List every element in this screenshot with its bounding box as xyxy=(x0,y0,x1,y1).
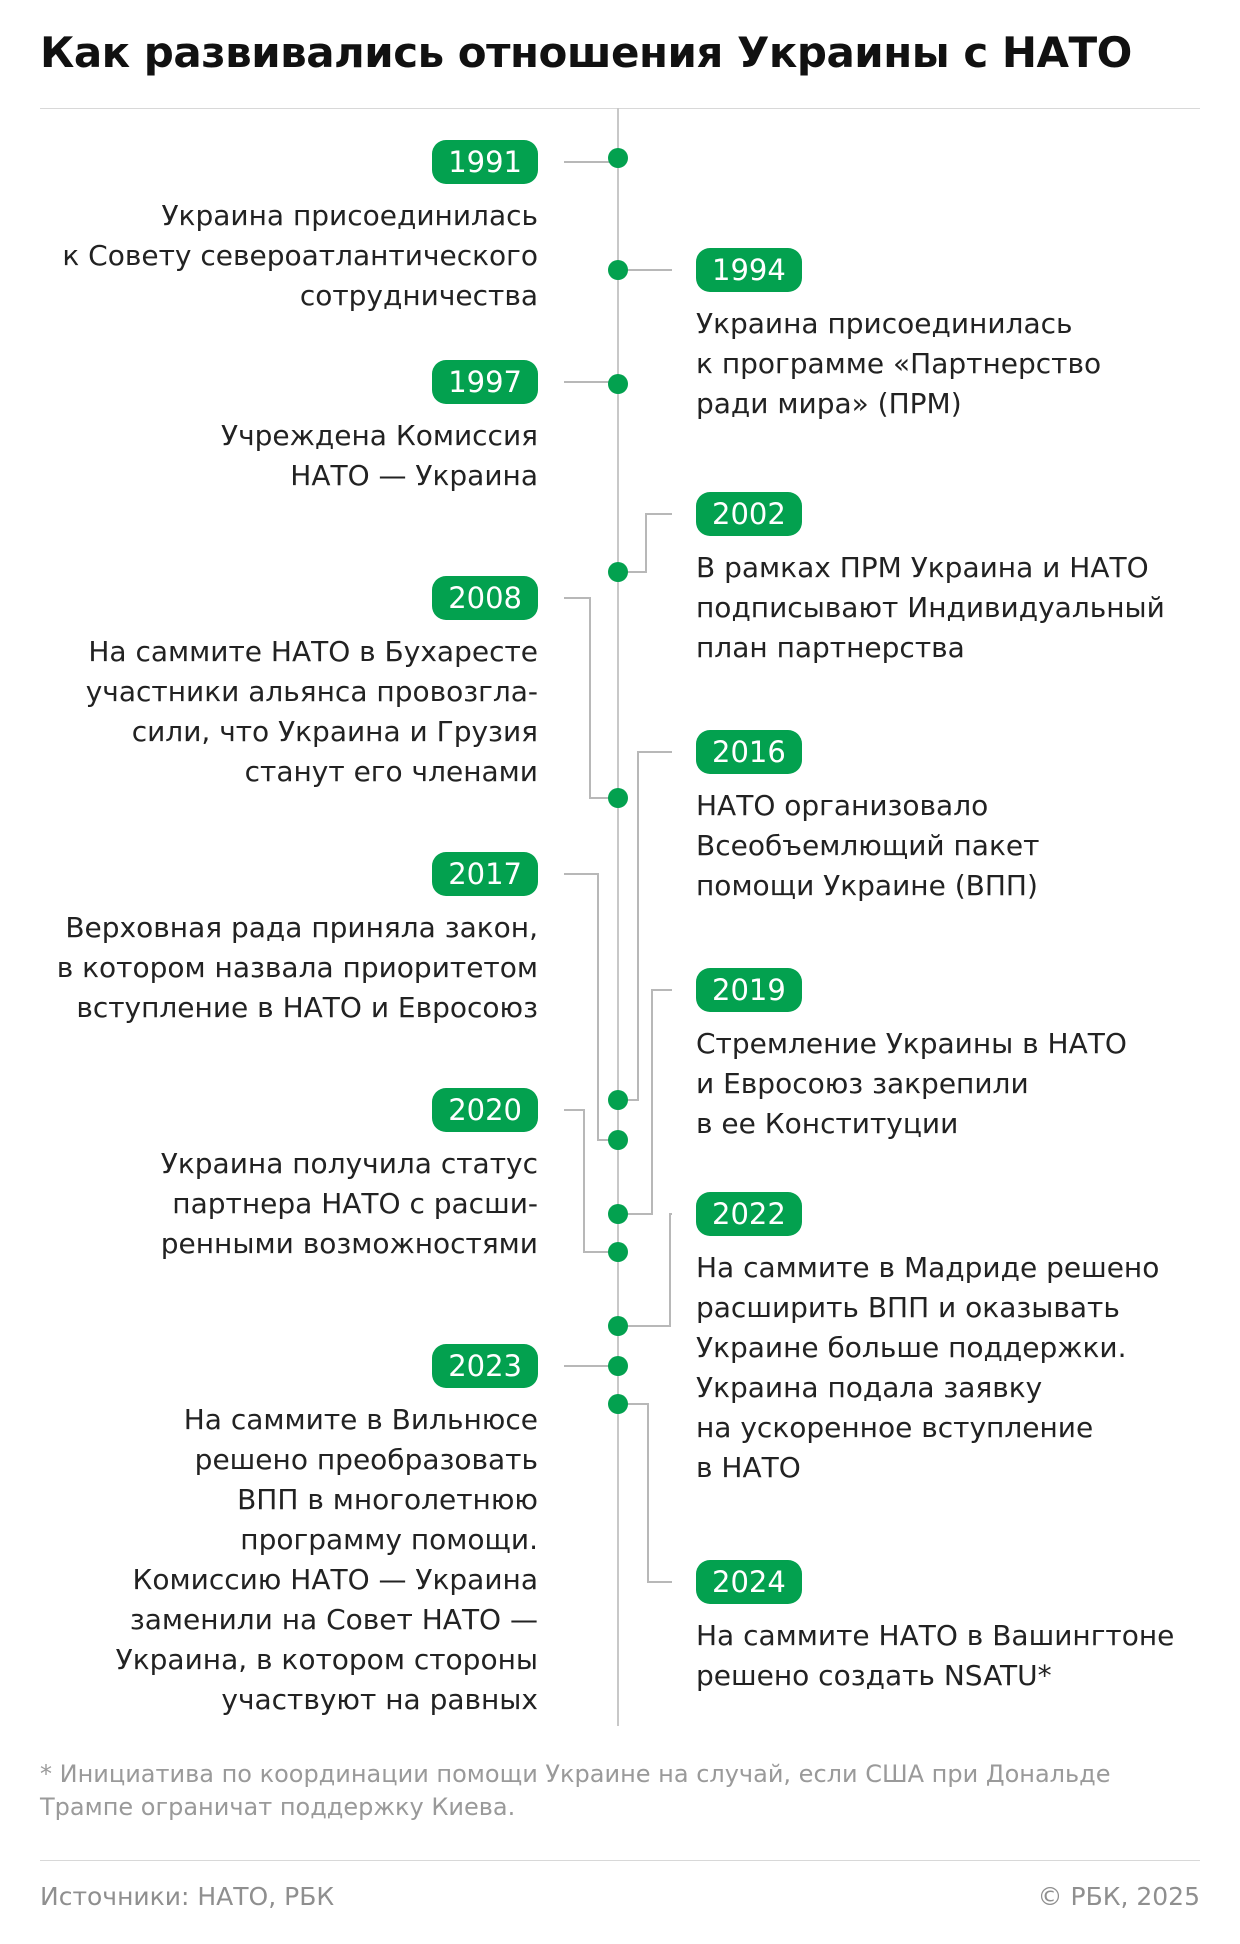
timeline-dot-2020 xyxy=(608,1242,628,1262)
event-description-1994: Украина присоединилась к программе «Партнерство ради мира» (ПРМ) xyxy=(696,307,1102,420)
footnote: * Инициатива по координации помощи Украине на случай, если США при Дональде Трампе ограничат поддержку Киева. xyxy=(40,1760,1111,1821)
footer-divider xyxy=(40,1860,1200,1861)
year-badge-2020: 2020 xyxy=(432,1088,538,1132)
event-description-2019: Стремление Украины в НАТО и Евросоюз закрепили в ее Конституции xyxy=(696,1027,1127,1140)
event-description-2020: Украина получила статус партнера НАТО с расши- ренными возможностями xyxy=(160,1147,538,1260)
timeline-dot-1997 xyxy=(608,374,628,394)
year-badge-2017: 2017 xyxy=(432,852,538,896)
timeline-dot-1994 xyxy=(608,260,628,280)
year-badge-2002: 2002 xyxy=(696,492,802,536)
timeline-dot-2002 xyxy=(608,562,628,582)
event-description-2016: НАТО организовало Всеобъемлющий пакет помощи Украине (ВПП) xyxy=(696,789,1040,902)
timeline-dot-2023 xyxy=(608,1356,628,1376)
timeline-dot-2019 xyxy=(608,1204,628,1224)
year-badge-2024: 2024 xyxy=(696,1560,802,1604)
connector-line-2022 xyxy=(618,1214,672,1326)
year-badge-1991: 1991 xyxy=(432,140,538,184)
event-description-2002: В рамках ПРМ Украина и НАТО подписывают Индивидуальный план партнерства xyxy=(696,551,1165,664)
year-badge-2008: 2008 xyxy=(432,576,538,620)
connector-line-2016 xyxy=(618,752,672,1100)
year-badge-2019: 2019 xyxy=(696,968,802,1012)
timeline-dot-1991 xyxy=(608,148,628,168)
timeline-dot-2024 xyxy=(608,1394,628,1414)
year-badge-2023: 2023 xyxy=(432,1344,538,1388)
timeline-dot-2017 xyxy=(608,1130,628,1150)
timeline-dot-2016 xyxy=(608,1090,628,1110)
event-description-2017: Верховная рада приняла закон, в котором назвала приоритетом вступление в НАТО и Евросоюз xyxy=(56,911,538,1024)
copyright-text: © РБК, 2025 xyxy=(1037,1882,1200,1911)
connector-line-2008 xyxy=(564,598,618,798)
event-description-1997: Учреждена Комиссия НАТО — Украина xyxy=(221,419,538,492)
year-badge-1997: 1997 xyxy=(432,360,538,404)
year-badge-2022: 2022 xyxy=(696,1192,802,1236)
event-description-2023: На саммите в Вильнюсе решено преобразовать ВПП в многолетнюю программу помощи. Комиссию НАТО — Украина заменили на Совет НАТО — Украина, в котором стороны участвуют на равных xyxy=(115,1403,538,1716)
timeline-dot-2008 xyxy=(608,788,628,808)
sources-text: Источники: НАТО, РБК xyxy=(40,1882,335,1911)
event-description-2024: На саммите НАТО в Вашингтоне решено создать NSATU* xyxy=(696,1619,1175,1692)
timeline-dot-2022 xyxy=(608,1316,628,1336)
event-description-2022: На саммите в Мадриде решено расширить ВПП и оказывать Украине больше поддержки. Украина подала заявку на ускоренное вступление в НАТО xyxy=(696,1251,1160,1484)
connector-line-2024 xyxy=(618,1404,672,1582)
year-badge-1994: 1994 xyxy=(696,248,802,292)
page-title: Как развивались отношения Украины с НАТО xyxy=(40,28,1132,77)
connector-line-2002 xyxy=(618,514,672,572)
event-description-1991: Украина присоединилась к Совету североатлантического сотрудничества xyxy=(62,199,538,312)
year-badge-2016: 2016 xyxy=(696,730,802,774)
connector-line-2020 xyxy=(564,1110,618,1252)
event-description-2008: На саммите НАТО в Бухаресте участники альянса провозгла- сили, что Украина и Грузия станут его членами xyxy=(85,635,538,788)
